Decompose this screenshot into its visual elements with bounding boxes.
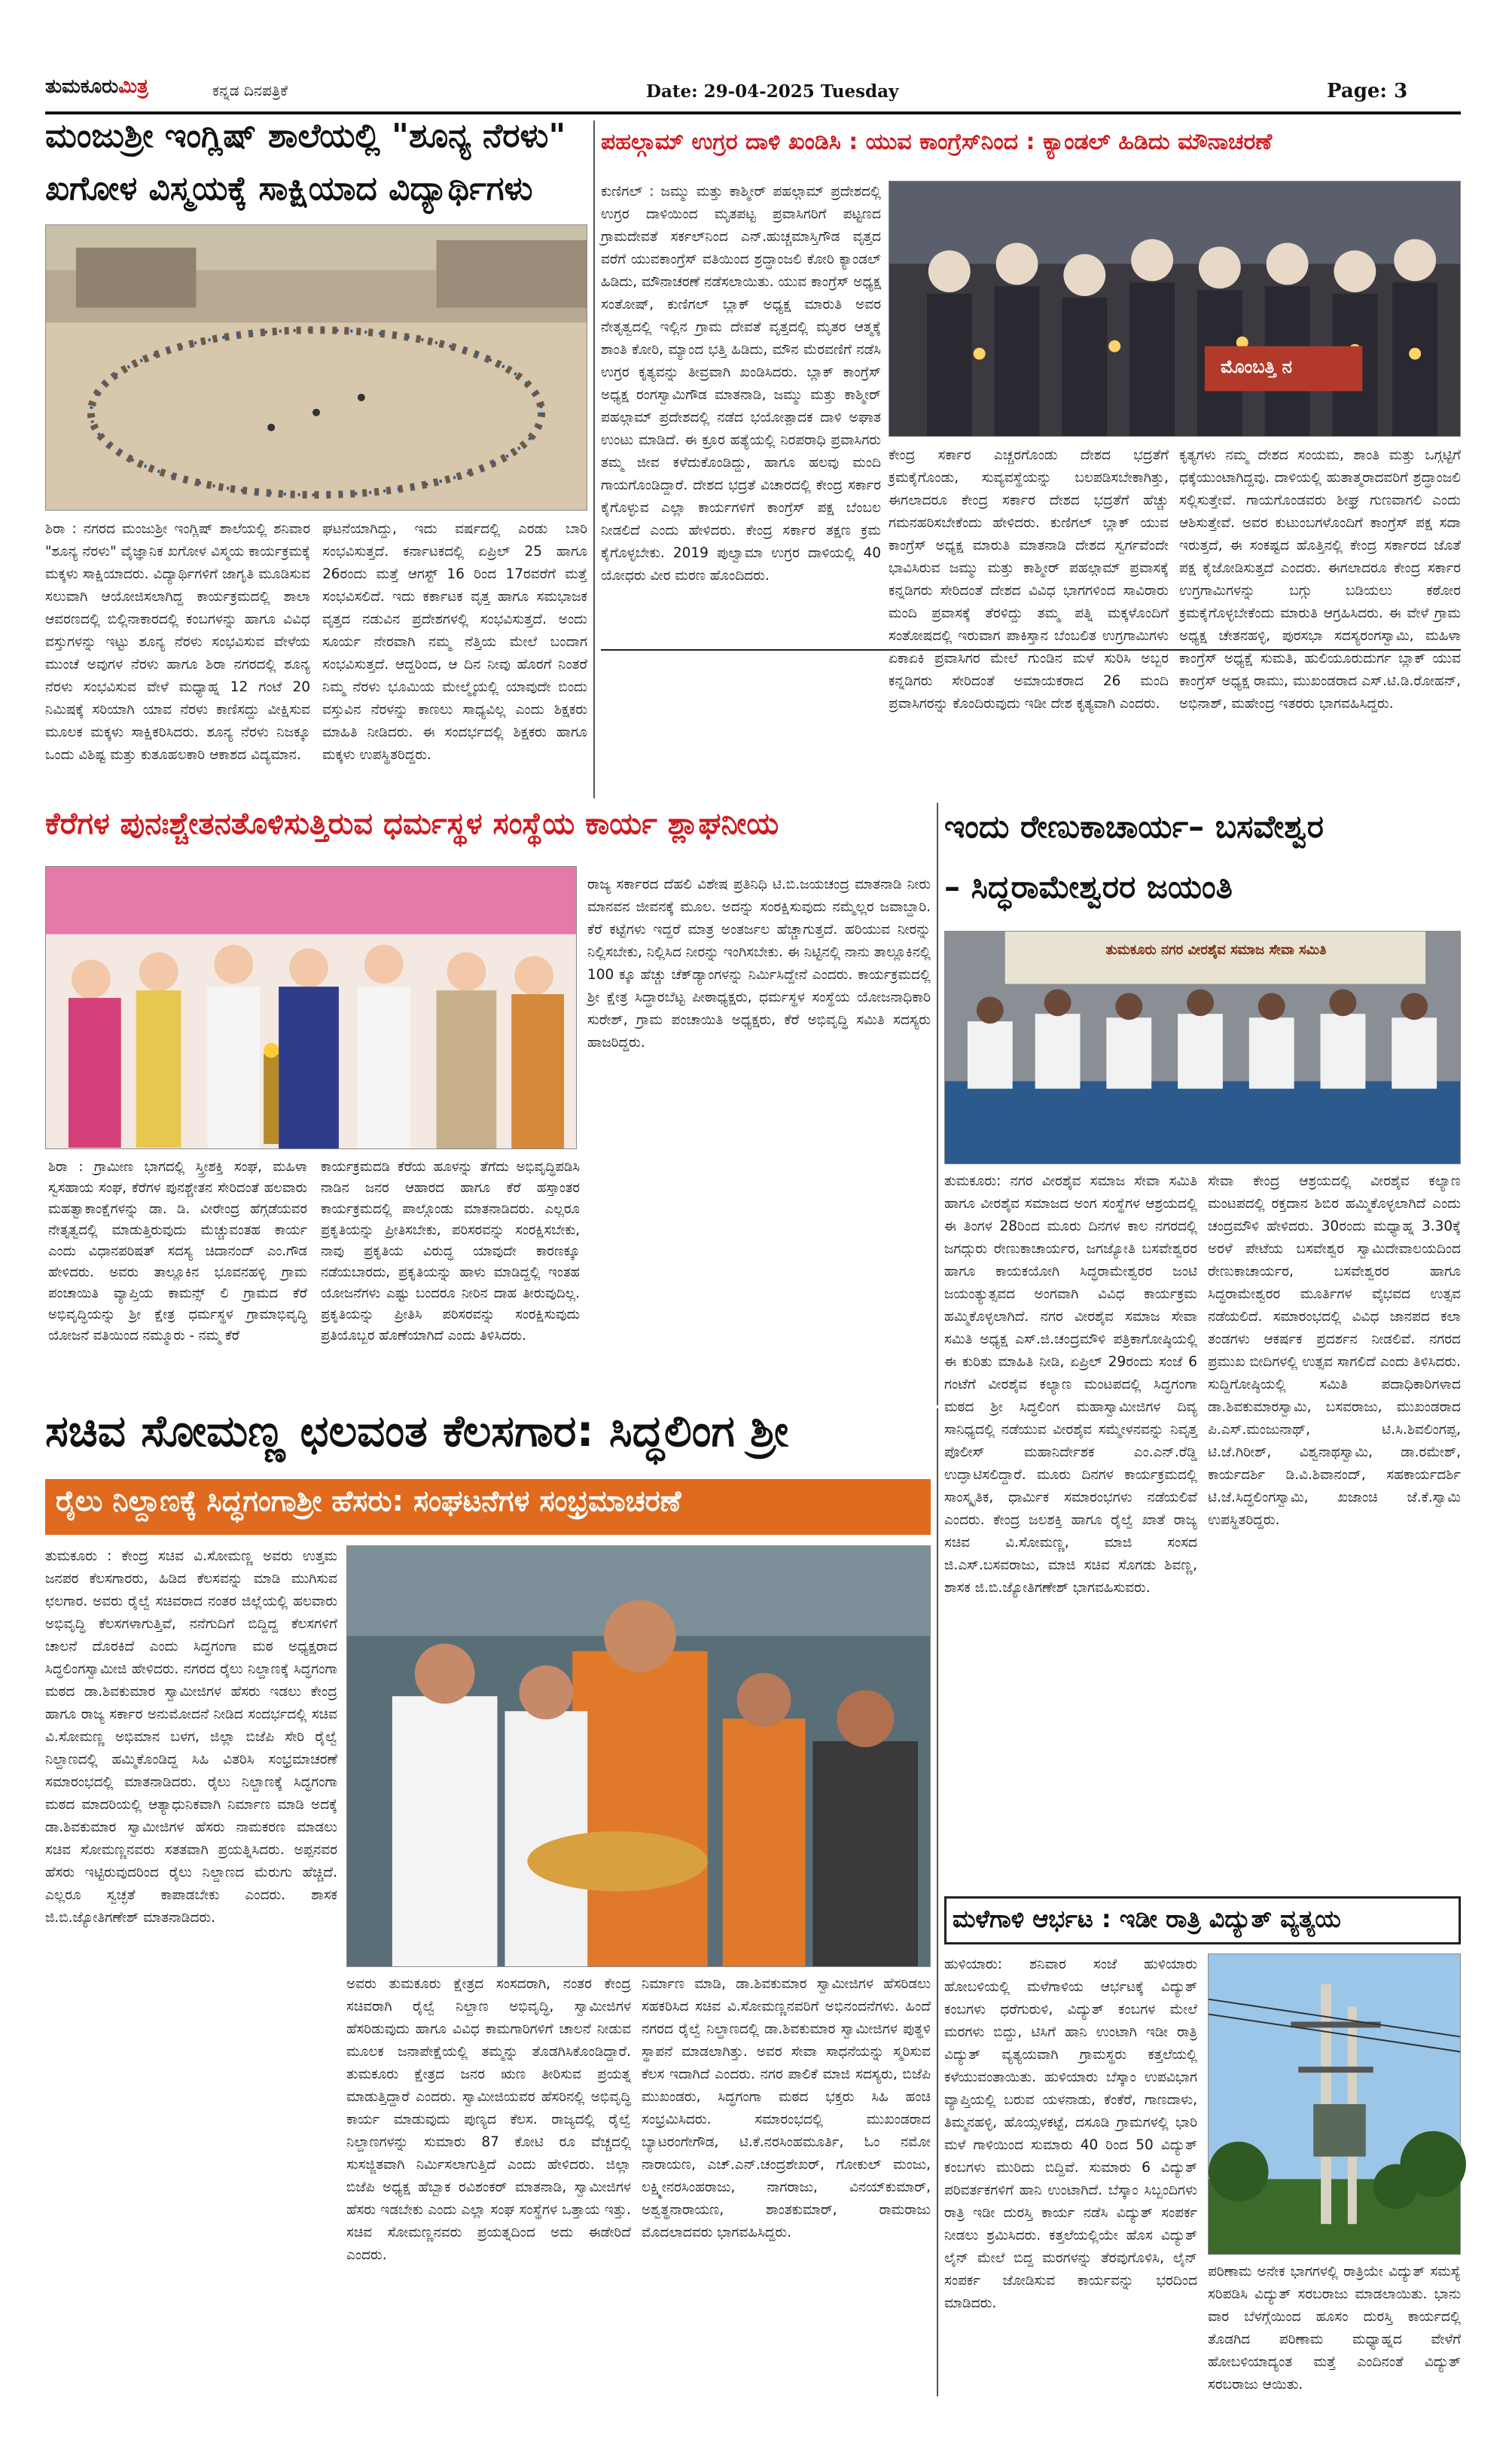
story2-column-3: ಕೃತ್ಯಗಳು ನಮ್ಮ ದೇಶದ ಸಂಯಮ, ಶಾಂತಿ ಮತ್ತು ಒಗ್ಗಟ್ಟಿಗೆ ಧಕ್ಕೆಯುಂಟಾಗಿದ್ದವು. ದಾಳಿಯಲ್ಲಿ ಹುತಾತ್ಮರಾದವರಿಗೆ ಶ್ರದ್ಧಾಂಜಲಿ ಸಲ್ಲಿಸುತ್ತೇವೆ. ಗಾಯಗೊಂಡವರು ಶೀಘ್ರ ಗುಣವಾಗಲಿ ಎಂದು ಆಶಿಸುತ್ತೇವೆ. ಅವರ ಕುಟುಂಬಗಳೊಂದಿಗೆ ಕಾಂಗ್ರೆಸ್ ಪಕ್ಷ ಸದಾ ಇರುತ್ತದೆ, ಈ ಸಂಕಷ್ಟದ ಹೊತ್ತಿನಲ್ಲಿ ಕೇಂದ್ರ ಸರ್ಕಾರದ ಜೊತೆ ಪಕ್ಷ ಕೈಜೋಡಿಸುತ್ತದೆ ಎಂದರು. ಈಗಲಾದರೂ ಕೇಂದ್ರ ಸರ್ಕಾರ ಉಗ್ರಗಾಮಿಗಳನ್ನು ಬಗ್ಗು ಬಡಿಯಲು ಕಠೋರ ಕ್ರಮಕೈಗೊಳ್ಳಬೇಕೆಂದು ಮಾರುತಿ ಆಗ್ರಹಿಸಿದರು. ಈ ವೇಳೆ ಗ್ರಾಮ ಅಧ್ಯಕ್ಷ ಚೇತನಹಳ್ಳಿ, ಪುರಸಭಾ ಸದಸ್ಯರಂಗಸ್ವಾಮಿ, ಮಹಿಳಾ ಕಾಂಗ್ರೆಸ್ ಅಧ್ಯಕ್ಷೆ ಸುಮತಿ, ಹುಲಿಯೂರುದುರ್ಗ ಬ್ಲಾಕ್ ಯುವ ಕಾಂಗ್ರೆಸ್ ಅಧ್ಯಕ್ಷ ರಾಮು, ಮುಖಂಡರಾದ ಎಸ್.ಟಿ.ಡಿ.ರೋಹನ್, ಅಭಿನಾಶ್, ಮಹೇಂದ್ರ ಇತರರು ಭಾಗವಹಿಸಿದ್ದರು. (1179, 447, 1461, 712)
story4-headline-line2: – ಸಿದ್ಧರಾಮೇಶ್ವರರ ಜಯಂತಿ (944, 868, 1233, 905)
column-divider-2 (937, 803, 938, 1405)
story1-photo (45, 224, 587, 511)
masthead-logo-part1: ತುಮಕೂರು (45, 75, 119, 98)
story2-photo (889, 181, 1461, 437)
story1-headline-line2: ಖಗೋಳ ವಿಸ್ಮಯಕ್ಕೆ ಸಾಕ್ಷಿಯಾದ ವಿದ್ಯಾರ್ಥಿಗಳು (45, 169, 533, 208)
story2-bottom-rule (601, 649, 1461, 651)
story5-column-2: ಅವರು ತುಮಕೂರು ಕ್ಷೇತ್ರದ ಸಂಸದರಾಗಿ, ನಂತರ ಕೇಂದ್ರ ಸಚಿವರಾಗಿ ರೈಲ್ವೆ ನಿಲ್ದಾಣ ಅಭಿವೃದ್ಧಿ, ಸ್ವಾಮೀಜಿಗಳ ಹೆಸರಿಡುವುದು ಹಾಗೂ ವಿವಿಧ ಕಾಮಗಾರಿಗಳಿಗೆ ಚಾಲನೆ ನೀಡುವ ಮೂಲಕ ಜನಾಪೇಕ್ಷೆಯಲ್ಲಿ ತಮ್ಮನ್ನು ತೊಡಗಿಸಿಕೊಂಡಿದ್ದಾರೆ. ತುಮಕೂರು ಕ್ಷೇತ್ರದ ಜನರ ಋಣ ತೀರಿಸುವ ಪ್ರಯತ್ನ ಮಾಡುತ್ತಿದ್ದಾರೆ ಎಂದರು. ಸ್ವಾಮೀಜಿಯವರ ಹೆಸರಿನಲ್ಲಿ ಅಭಿವೃದ್ಧಿ ಕಾರ್ಯ ಮಾಡುವುದು ಪುಣ್ಯದ ಕೆಲಸ. ರಾಜ್ಯದಲ್ಲಿ ರೈಲ್ವೆ ನಿಲ್ದಾಣಗಳನ್ನು ಸುಮಾರು 87 ಕೋಟಿ ರೂ ವೆಚ್ಚದಲ್ಲಿ ಸುಸಜ್ಜಿತವಾಗಿ ನಿರ್ಮಿಸಲಾಗುತ್ತಿದೆ ಎಂದು ಹೇಳಿದರು. ಜಿಲ್ಲಾ ಬಿಜೆಪಿ ಅಧ್ಯಕ್ಷ ಹೆಬ್ಬಾಕ ರವಿಶಂಕರ್ ಮಾತನಾಡಿ, ಸ್ವಾಮೀಜಿಗಳ ಹೆಸರು ಇಡಬೇಕು ಎಂದು ಎಲ್ಲಾ ಸಂಘ ಸಂಸ್ಥೆಗಳ ಒತ್ತಾಯ ಇತ್ತು. ಸಚಿವ ಸೋಮಣ್ಣನವರು ಪ್ರಯತ್ನದಿಂದ ಅದು ಈಡೇರಿದೆ ಎಂದರು. (346, 1976, 631, 2263)
story2-column-1: ಕುಣಿಗಲ್ : ಜಮ್ಮು ಮತ್ತು ಕಾಶ್ಮೀರ್ ಪಹಲ್ಗಾಮ್ ಪ್ರದೇಶದಲ್ಲಿ ಉಗ್ರರ ದಾಳಿಯಿಂದ ಮೃತಪಟ್ಟ ಪ್ರವಾಸಿಗರಿಗೆ ಪಟ್ಟಣದ ಗ್ರಾಮದೇವತೆ ಸರ್ಕಲ್‌ನಿಂದ ಎನ್.ಹುಚ್ಚಮಾಸ್ತಿಗೌಡ ವೃತ್ತದ ವರೆಗೆ ಯುವಕಾಂಗ್ರೆಸ್ ವತಿಯಿಂದ ಶ್ರದ್ಧಾಂಜಲಿ ಕೋರಿ ಕ್ಯಾಂಡಲ್ ಹಿಡಿದು, ಮೌನಾಚರಣೆ ನಡೆಸಲಾಯಿತು. ಯುವ ಕಾಂಗ್ರೆಸ್ ಅಧ್ಯಕ್ಷ ಸಂತೋಷ್, ಕುಣಿಗಲ್ ಬ್ಲಾಕ್ ಅಧ್ಯಕ್ಷ ಮಾರುತಿ ಅವರ ನೇತೃತ್ವದಲ್ಲಿ ಇಲ್ಲಿನ ಗ್ರಾಮ ದೇವತೆ ವೃತ್ತದಲ್ಲಿ ಮೃತರ ಆತ್ಮಕ್ಕೆ ಶಾಂತಿ ಕೋರಿ, ಮ್ಯಾಂದ ಭತ್ತಿ ಹಿಡಿದು, ಮೌನ ಮೆರವಣಿಗೆ ನಡೆಸಿ ಉಗ್ರರ ಕೃತ್ಯವನ್ನು ತೀವ್ರವಾಗಿ ಖಂಡಿಸಿದರು. ಬ್ಲಾಕ್ ಕಾಂಗ್ರೆಸ್ ಅಧ್ಯಕ್ಷ ರಂಗಸ್ವಾಮಿಗೌಡ ಮಾತನಾಡಿ, ಜಮ್ಮು ಮತ್ತು ಕಾಶ್ಮೀರ್ ಪಹಲ್ಗಾಮ್ ಪ್ರದೇಶದಲ್ಲಿ ನಡೆದ ಭಯೋತ್ಪಾದಕ ದಾಳಿ ಅಘಾತ ಉಂಟು ಮಾಡಿದೆ. ಈ ಕ್ರೂರ ಹತ್ಯೆಯಲ್ಲಿ ನಿರಪರಾಧಿ ಪ್ರವಾಸಿಗರು ತಮ್ಮ ಜೀವ ಕಳೆದುಕೊಂಡಿದ್ದು, ಹಾಗೂ ಹಲವು ಮಂದಿ ಗಾಯಗೊಂಡಿದ್ದಾರೆ. ದೇಶದ ಭದ್ರತೆ ವಿಚಾರದಲ್ಲಿ ಕೇಂದ್ರ ಸರ್ಕಾರ ಕೈಗೊಳ್ಳುವ ಎಲ್ಲಾ ಕಾರ್ಯಗಳಿಗೆ ಕಾಂಗ್ರೆಸ್ ಪಕ್ಷ ಬೆಂಬಲ ನೀಡಲಿದೆ ಎಂದು ಹೇಳಿದರು. ಕೇಂದ್ರ ಸರ್ಕಾರ ತಕ್ಷಣ ಕ್ರಮ ಕೈಗೊಳ್ಳಬೇಕು. 2019 ಪುಲ್ವಾಮಾ ಉಗ್ರರ ದಾಳಿಯಲ್ಲಿ 40 ಯೋಧರು ವೀರ ಮರಣ ಹೊಂದಿದರು. (601, 184, 881, 584)
story4-photo-banner: ತುಮಕೂರು ನಗರ ವೀರಶೈವ ಸಮಾಜ ಸೇವಾ ಸಮಿತಿ (1105, 942, 1327, 958)
column-divider-3 (937, 1408, 938, 2396)
story4-headline-line1: ಇಂದು ರೇಣುಕಾಚಾರ್ಯ– ಬಸವೇಶ್ವರ (944, 808, 1324, 845)
masthead-tagline: ಕನ್ನಡ ದಿನಪತ್ರಿಕೆ (212, 81, 288, 99)
page-number: Page: 3 (1327, 80, 1408, 102)
story4-photo (944, 931, 1461, 1164)
lamp-lighting-illustration (46, 867, 576, 1148)
students-circle-illustration (46, 225, 587, 510)
story3-headline: ಕೆರೆಗಳ ಪುನಃಶ್ಚೇತನತೊಳಿಸುತ್ತಿರುವ ಧರ್ಮಸ್ಥಳ ಸಂಸ್ಥೆಯ ಕಾರ್ಯ ಶ್ಲಾಘನೀಯ (45, 807, 779, 841)
masthead-logo-part2: ಮಿತ್ರ (118, 75, 148, 98)
story6-headline: ಮಳೆಗಾಳಿ ಆರ್ಭಟ : ಇಡೀ ರಾತ್ರಿ ವಿದ್ಯುತ್ ವ್ಯತ್ಯಯ (944, 1896, 1461, 1944)
column-divider (593, 120, 595, 798)
story2-column-2: ಕೇಂದ್ರ ಸರ್ಕಾರ ಎಚ್ಚರಗೊಂಡು ದೇಶದ ಭದ್ರತೆಗೆ ಕ್ರಮಕೈಗೊಂಡು, ಸುವ್ಯವಸ್ಥೆಯನ್ನು ಬಲಪಡಿಸಬೇಕಾಗಿತ್ತು, ಈಗಲಾದರೂ ಕೇಂದ್ರ ಸರ್ಕಾರ ದೇಶದ ಭದ್ರತೆಗೆ ಹೆಚ್ಚು ಗಮನಹರಿಸಬೇಕೆಂದು ಹೇಳಿದರು. ಕುಣಿಗಲ್ ಬ್ಲಾಕ್ ಯುವ ಕಾಂಗ್ರೆಸ್ ಅಧ್ಯಕ್ಷ ಮಾರುತಿ ಮಾತನಾಡಿ ದೇಶದ ಸ್ವರ್ಗವೆಂದೇ ಭಾವಿಸಿರುವ ಜಮ್ಮು ಮತ್ತು ಕಾಶ್ಮೀರ್ ಪಹಲ್ಗಾಮ್ ಪ್ರವಾಸಕ್ಕೆ ಕನ್ನಡಿಗರು ಸೇರಿದಂತೆ ದೇಶದ ವಿವಿಧ ಭಾಗಗಳಿಂದ ಸಾವಿರಾರು ಮಂದಿ ಪ್ರವಾಸಕ್ಕೆ ತೆರಳಿದ್ದು ತಮ್ಮ ಪತ್ನಿ ಮಕ್ಕಳೊಂದಿಗೆ ಸಂತೋಷದಲ್ಲಿ ಇರುವಾಗ ಪಾಕಿಸ್ತಾನ ಬೆಂಬಲಿತ ಉಗ್ರಗಾಮಿಗಳು ಏಕಾಏಕಿ ಪ್ರವಾಸಿಗರ ಮೇಲೆ ಗುಂಡಿನ ಮಳೆ ಸುರಿಸಿ ಅಬ್ಬರ ಕನ್ನಡಿಗರು ಸೇರಿದಂತೆ ಅಮಾಯಕರಾದ 26 ಮಂದಿ ಪ್ರವಾಸಿಗರನ್ನು ಕೊಂದಿರುವುದು ಇಡೀ ದೇಶ ಕೃತ್ಯವಾಗಿ ಎಂದರು. (889, 447, 1169, 712)
story3-column-2: ಕಾರ್ಯಕ್ರಮದಡಿ ಕೆರೆಯ ಹೂಳನ್ನು ತೆಗೆದು ಅಭಿವೃದ್ಧಿಪಡಿಸಿ ನಾಡಿನ ಜನರ ಆಹಾರದ ಹಾಗೂ ಕೆರೆ ಹಸ್ತಾಂತರ ಕಾರ್ಯಕ್ರಮದಲ್ಲಿ ಪಾಲ್ಗೊಂಡು ಮಾತನಾಡಿದರು. ಎಲ್ಲರೂ ಪ್ರಕೃತಿಯನ್ನು ಪ್ರೀತಿಸಬೇಕು, ಪರಿಸರವನ್ನು ಸಂರಕ್ಷಿಸಬೇಕು, ನಾವು ಪ್ರಕೃತಿಯ ವಿರುದ್ಧ ಯಾವುದೇ ಕಾರಣಕ್ಕೂ ನಡೆಯಬಾರದು, ಪ್ರಕೃತಿಯನ್ನು ಹಾಳು ಮಾಡಿದ್ದಲ್ಲಿ ಇಂತಹ ಯೋಜನೆಗಳು ಎಷ್ಟು ಬಂದರೂ ನೀರಿನ ದಾಹ ತೀರುವುದಿಲ್ಲ. ಪ್ರಕೃತಿಯನ್ನು ಪ್ರೀತಿಸಿ ಪರಿಸರವನ್ನು ಸಂರಕ್ಷಿಸುವುದು ಪ್ರತಿಯೊಬ್ಬರ ಹೊಣೆಯಾಗಿದೆ ಎಂದು ತಿಳಿಸಿದರು. (321, 1159, 580, 1344)
story4-column-2: ಸೇವಾ ಕೇಂದ್ರ ಆಶ್ರಯದಲ್ಲಿ ವೀರಶೈವ ಕಲ್ಯಾಣ ಮಂಟಪದಲ್ಲಿ ರಕ್ತದಾನ ಶಿಬಿರ ಹಮ್ಮಿಕೊಳ್ಳಲಾಗಿದೆ ಎಂದು ಚಂದ್ರಮೌಳಿ ಹೇಳಿದರು. 30ರಂದು ಮಧ್ಯಾಹ್ನ 3.30ಕ್ಕೆ ಅರಳೆ ಪೇಟೆಯ ಬಸವೇಶ್ವರ ಸ್ವಾಮಿದೇವಾಲಯದಿಂದ ರೇಣುಕಾಚಾರ್ಯರ, ಬಸವೇಶ್ವರರ ಹಾಗೂ ಸಿದ್ಧರಾಮೇಶ್ವರರ ಮೂರ್ತಿಗಳ ವೈಭವದ ಉತ್ಸವ ನಡೆಯಲಿದೆ. ಸಮಾರಂಭದಲ್ಲಿ ವಿವಿಧ ಜಾನಪದ ಕಲಾ ತಂಡಗಳು ಆಕರ್ಷಕ ಪ್ರದರ್ಶನ ನೀಡಲಿವೆ. ನಗರದ ಪ್ರಮುಖ ಬೀದಿಗಳಲ್ಲಿ ಉತ್ಸವ ಸಾಗಲಿದೆ ಎಂದು ತಿಳಿಸಿದರು. ಸುದ್ದಿಗೋಷ್ಠಿಯಲ್ಲಿ ಸಮಿತಿ ಪದಾಧಿಕಾರಿಗಳಾದ ಡಾ.ಶಿವಕುಮಾರಸ್ವಾಮಿ, ಬಸವರಾಜು, ಮುಖಂಡರಾದ ಪಿ.ಎಸ್.ಮಂಜುನಾಥ್, ಟಿ.ಸಿ.ಶಿವಲಿಂಗಪ್ಪ, ಟಿ.ಜೆ.ಗಿರೀಶ್, ವಿಶ್ವನಾಥಸ್ವಾಮಿ, ಡಾ.ರಮೇಶ್, ಕಾರ್ಯದರ್ಶಿ ಡಿ.ವಿ.ಶಿವಾನಂದ್, ಸಹಕಾರ್ಯದರ್ಶಿ ಟಿ.ಜೆ.ಸಿದ್ಧಲಿಂಗಸ್ವಾಮಿ, ಖಜಾಂಚಿ ಜೆ.ಕೆ.ಸ್ವಾಮಿ ಉಪಸ್ಥಿತರಿದ್ದರು. (1208, 1173, 1461, 1528)
story5-column-3: ನಿರ್ಮಾಣ ಮಾಡಿ, ಡಾ.ಶಿವಕುಮಾರ ಸ್ವಾಮೀಜಿಗಳ ಹೆಸರಿಡಲು ಸಹಕರಿಸಿದ ಸಚಿವ ವಿ.ಸೋಮಣ್ಣನವರಿಗೆ ಅಭಿನಂದನೆಗಳು. ಹಿಂದೆ ನಗರದ ರೈಲ್ವೆ ನಿಲ್ದಾಣದಲ್ಲಿ ಡಾ.ಶಿವಕುಮಾರ ಸ್ವಾಮೀಜಿಗಳ ಪುತ್ಥಳಿ ಸ್ಥಾಪನೆ ಮಾಡಲಾಗಿತ್ತು. ಅವರ ಸೇವಾ ಸಾಧನೆಯನ್ನು ಸ್ಮರಿಸುವ ಕೆಲಸ ಇದಾಗಿದೆ ಎಂದರು. ನಗರ ಪಾಲಿಕೆ ಮಾಜಿ ಸದಸ್ಯರು, ಬಿಜೆಪಿ ಮುಖಂಡರು, ಸಿದ್ಧಗಂಗಾ ಮಠದ ಭಕ್ತರು ಸಿಹಿ ಹಂಚಿ ಸಂಭ್ರಮಿಸಿದರು. ಸಮಾರಂಭದಲ್ಲಿ ಮುಖಂಡರಾದ ಬ್ಯಾಟರಂಗೇಗೌಡ, ಟಿ.ಕೆ.ನರಸಿಂಹಮೂರ್ತಿ, ಓಂ ನಮೋ ನಾರಾಯಣ, ಎಚ್.ಎನ್.ಚಂದ್ರಶೇಖರ್, ಗೋಕುಲ್ ಮಂಜು, ಲಕ್ಷ್ಮೀನರಸಿಂಹರಾಜು, ನಾಗರಾಜು, ವಿನಯ್‌ಕುಮಾರ್, ಅಶ್ವತ್ಥನಾರಾಯಣ, ಶಾಂತಕುಮಾರ್, ರಾಮರಾಜು ಮೊದಲಾದವರು ಭಾಗವಹಿಸಿದ್ದರು. (642, 1976, 931, 2240)
story2-banner-text: ಮೊಂಬತ್ತಿ ನ (1221, 356, 1293, 377)
story6-column-1: ಹುಳಿಯಾರು: ಶನಿವಾರ ಸಂಜೆ ಹುಳಿಯಾರು ಹೋಬಳಿಯಲ್ಲಿ ಮಳೆಗಾಳಿಯ ಆರ್ಭಟಕ್ಕೆ ವಿದ್ಯುತ್ ಕಂಬಗಳು ಧರೆಗುರುಳಿ, ವಿದ್ಯುತ್ ಕಂಬಗಳ ಮೇಲೆ ಮರಗಳು ಬಿದ್ದು, ಟಿಸಿಗೆ ಹಾನಿ ಉಂಟಾಗಿ ಇಡೀ ರಾತ್ರಿ ವಿದ್ಯುತ್ ವ್ಯತ್ಯಯವಾಗಿ ಗ್ರಾಮಸ್ಥರು ಕತ್ತಲೆಯಲ್ಲಿ ಕಳೆಯುವಂತಾಯಿತು. ಹುಳಿಯಾರು ಬೆಸ್ಕಾಂ ಉಪವಿಭಾಗ ವ್ಯಾಪ್ತಿಯಲ್ಲಿ ಬರುವ ಯಳನಾಡು, ಕೆಂಕೆರೆ, ಗಾಣದಾಳು, ತಿಮ್ಮನಹಳ್ಳಿ, ಹೊಯ್ಸಳಕಟ್ಟೆ, ದಸೂಡಿ ಗ್ರಾಮಗಳಲ್ಲಿ ಭಾರಿ ಮಳೆ ಗಾಳಿಯಿಂದ ಸುಮಾರು 40 ರಿಂದ 50 ವಿದ್ಯುತ್ ಕಂಬಗಳು ಮುರಿದು ಬಿದ್ದಿವೆ. ಸುಮಾರು 6 ವಿದ್ಯುತ್ ಪರಿವರ್ತಕಗಳಿಗೆ ಹಾನಿ ಉಂಟಾಗಿದೆ. ಬೆಸ್ಕಾಂ ಸಿಬ್ಬಂದಿಗಳು ರಾತ್ರಿ ಇಡೀ ದುರಸ್ತಿ ಕಾರ್ಯ ನಡೆಸಿ ವಿದ್ಯುತ್ ಸಂಪರ್ಕ ನೀಡಲು ಶ್ರಮಿಸಿದರು. ಕತ್ತಲೆಯಲ್ಲಿಯೇ ಹೊಸ ವಿದ್ಯುತ್ ಲೈನ್ ಮೇಲೆ ಬಿದ್ದ ಮರಗಳನ್ನು ತೆರವುಗೊಳಿಸಿ, ಲೈನ್ ಸಂಪರ್ಕ ಜೋಡಿಸುವ ಕಾರ್ಯವನ್ನು ಭರದಿಂದ ಮಾಡಿದರು. (944, 1957, 1197, 2311)
story1-headline-line1: ಮಂಜುಶ್ರೀ ಇಂಗ್ಲಿಷ್ ಶಾಲೆಯಲ್ಲಿ "ಶೂನ್ಯ ನೆರಳು" (45, 117, 566, 155)
story1-column-1: ಶಿರಾ : ನಗರದ ಮಂಜುಶ್ರೀ ಇಂಗ್ಲಿಷ್ ಶಾಲೆಯಲ್ಲಿ ಶನಿವಾರ "ಶೂನ್ಯ ನೆರಳು" ವೈಜ್ಞಾನಿಕ ಖಗೋಳ ವಿಸ್ಮಯ ಕಾರ್ಯಕ್ರಮಕ್ಕೆ ಮಕ್ಕಳು ಸಾಕ್ಷಿಯಾದರು. ವಿದ್ಯಾರ್ಥಿಗಳಿಗೆ ಜಾಗೃತಿ ಮೂಡಿಸುವ ಸಲುವಾಗಿ ಆಯೋಜಿಸಲಾಗಿದ್ದ ಕಾರ್ಯಕ್ರಮದಲ್ಲಿ ಶಾಲಾ ಆವರಣದಲ್ಲಿ ಬಿಲ್ಲಿನಾಕಾರದಲ್ಲಿ ಕಂಬಗಳನ್ನು ಹಾಗೂ ವಿವಿಧ ವಸ್ತುಗಳನ್ನು ಇಟ್ಟು ಶೂನ್ಯ ನೆರಳು ಸಂಭವಿಸುವ ವೇಳೆಯ ಮುಂಚೆ ಅವುಗಳ ನೆರಳು ಹಾಗೂ ಶಿರಾ ನಗರದಲ್ಲಿ ಶೂನ್ಯ ನೆರಳು ಸಂಭವಿಸುವ ವೇಳೆ ಮಧ್ಯಾಹ್ನ 12 ಗಂಟೆ 20 ನಿಮಿಷಕ್ಕೆ ಸರಿಯಾಗಿ ಯಾವ ನೆರಳು ಕಾಣಿಸದ್ದು ವೀಕ್ಷಿಸುವ ಮೂಲಕ ಮಕ್ಕಳು ಸಾಕ್ಷಿಕರಿಸಿದರು. ಶೂನ್ಯ ನೆರಳು ನಿಜಕ್ಕೂ ಒಂದು ವಿಶಿಷ್ಟ ಮತ್ತು ಕುತೂಹಲಕಾರಿ ಆಕಾಶದ ವಿದ್ಯಮಾನ. (45, 521, 310, 763)
story4-column-1: ತುಮಕೂರು: ನಗರ ವೀರಶೈವ ಸಮಾಜ ಸೇವಾ ಸಮಿತಿ ಹಾಗೂ ವೀರಶೈವ ಸಮಾಜದ ಅಂಗ ಸಂಸ್ಥೆಗಳ ಆಶ್ರಯದಲ್ಲಿ ಈ ತಿಂಗಳ 28ರಿಂದ ಮೂರು ದಿನಗಳ ಕಾಲ ನಗರದಲ್ಲಿ ಜಗದ್ಗುರು ರೇಣುಕಾಚಾರ್ಯರ, ಜಗಜ್ಯೋತಿ ಬಸವೇಶ್ವರರ ಹಾಗೂ ಕಾಯಕಯೋಗಿ ಸಿದ್ಧರಾಮೇಶ್ವರರ ಜಂಟಿ ಜಯಂತ್ಯುತ್ಸವದ ಅಂಗವಾಗಿ ವಿವಿಧ ಕಾರ್ಯಕ್ರಮ ಹಮ್ಮಿಕೊಳ್ಳಲಾಗಿದೆ. ನಗರ ವೀರಶೈವ ಸಮಾಜ ಸೇವಾ ಸಮಿತಿ ಅಧ್ಯಕ್ಷ ಎಸ್.ಜಿ.ಚಂದ್ರಮೌಳಿ ಪತ್ರಿಕಾಗೋಷ್ಠಿಯಲ್ಲಿ ಈ ಕುರಿತು ಮಾಹಿತಿ ನೀಡಿ, ಏಪ್ರಿಲ್ 29ರಂದು ಸಂಜೆ 6 ಗಂಟೆಗೆ ವೀರಶೈವ ಕಲ್ಯಾಣ ಮಂಟಪದಲ್ಲಿ ಸಿದ್ಧಗಂಗಾ ಮಠದ ಶ್ರೀ ಸಿದ್ಧಲಿಂಗ ಮಹಾಸ್ವಾಮೀಜಿಗಳ ದಿವ್ಯ ಸಾನಿಧ್ಯದಲ್ಲಿ ನಡೆಯುವ ವೀರಶೈವ ಸಮ್ಮೇಳನವನ್ನು ನಿವೃತ್ತ ಪೊಲೀಸ್ ಮಹಾನಿರ್ದೇಶಕ ಎಂ.ಎನ್.ರೆಡ್ಡಿ ಉದ್ಘಾಟಿಸಲಿದ್ದಾರೆ. ಮೂರು ದಿನಗಳ ಕಾರ್ಯಕ್ರಮದಲ್ಲಿ ಸಾಂಸ್ಕೃತಿಕ, ಧಾರ್ಮಿಕ ಸಮಾರಂಭಗಳು ನಡೆಯಲಿವೆ ಎಂದರು. ಕೇಂದ್ರ ಜಲಶಕ್ತಿ ಹಾಗೂ ರೈಲ್ವೆ ಖಾತೆ ರಾಜ್ಯ ಸಚಿವ ವಿ.ಸೋಮಣ್ಣ, ಮಾಜಿ ಸಂಸದ ಜಿ.ಎಸ್.ಬಸವರಾಜು, ಮಾಜಿ ಸಚಿವ ಸೊಗಡು ಶಿವಣ್ಣ, ಶಾಸಕ ಜಿ.ಬಿ.ಜ್ಯೋತಿಗಣೇಶ್ ಭಾಗವಹಿಸುವರು. (944, 1173, 1197, 1596)
issue-date: Date: 29-04-2025 Tuesday (646, 81, 899, 102)
story5-photo (346, 1545, 931, 1967)
story5-subheadline: ರೈಲು ನಿಲ್ದಾಣಕ್ಕೆ ಸಿದ್ಧಗಂಗಾಶ್ರೀ ಹೆಸರು: ಸಂಘಟನೆಗಳ ಸಂಭ್ರಮಾಚರಣೆ (45, 1479, 931, 1535)
candle-march-illustration (889, 181, 1460, 436)
electric-pole-illustration (1209, 1954, 1460, 2254)
story5-column-1: ತುಮಕೂರು : ಕೇಂದ್ರ ಸಚಿವ ವಿ.ಸೋಮಣ್ಣ ಅವರು ಉತ್ತಮ ಜನಪರ ಕೆಲಸಗಾರರು, ಹಿಡಿದ ಕೆಲಸವನ್ನು ಮಾಡಿ ಮುಗಿಸುವ ಛಲಗಾರ. ಅವರು ರೈಲ್ವೆ ಸಚಿವರಾದ ನಂತರ ಜಿಲ್ಲೆಯಲ್ಲಿ ಹಲವಾರು ಅಭಿವೃದ್ಧಿ ಕೆಲಸಗಳಾಗುತ್ತಿವೆ, ನನೆಗುದಿಗೆ ಬಿದ್ದಿದ್ದ ಕೆಲಸಗಳಿಗೆ ಚಾಲನೆ ದೊರಕಿದೆ ಎಂದು ಸಿದ್ಧಗಂಗಾ ಮಠ ಅಧ್ಯಕ್ಷರಾದ ಸಿದ್ಧಲಿಂಗಸ್ವಾಮೀಜಿ ಹೇಳಿದರು. ನಗರದ ರೈಲು ನಿಲ್ದಾಣಕ್ಕೆ ಸಿದ್ಧಗಂಗಾ ಮಠದ ಡಾ.ಶಿವಕುಮಾರ ಸ್ವಾಮೀಜಿಗಳ ಹೆಸರು ಇಡಲು ಕೇಂದ್ರ ಹಾಗೂ ರಾಜ್ಯ ಸರ್ಕಾರ ಅನುಮೋದನೆ ನೀಡಿದ ಸಂದರ್ಭದಲ್ಲಿ ಸಚಿವ ವಿ.ಸೋಮಣ್ಣ ಅಭಿಮಾನ ಬಳಗ, ಜಿಲ್ಲಾ ಬಿಜೆಪಿ ಸೇರಿ ರೈಲ್ವೆ ನಿಲ್ದಾಣದಲ್ಲಿ ಹಮ್ಮಿಕೊಂಡಿದ್ದ ಸಿಹಿ ವಿತರಿಸಿ ಸಂಭ್ರಮಾಚರಣೆ ಸಮಾರಂಭದಲ್ಲಿ ಮಾತನಾಡಿದರು. ರೈಲು ನಿಲ್ದಾಣಕ್ಕೆ ಸಿದ್ಧಗಂಗಾ ಮಠದ ಮಾದರಿಯಲ್ಲಿ ಆತ್ಯಾಧುನಿಕವಾಗಿ ನಿರ್ಮಾಣ ಮಾಡಿ ಅದಕ್ಕೆ ಡಾ.ಶಿವಕುಮಾರ ಸ್ವಾಮೀಜಿಗಳ ಹೆಸರು ನಾಮಕರಣ ಮಾಡಲು ಸಚಿವ ಸೋಮಣ್ಣನವರು ಸತತವಾಗಿ ಪ್ರಯತ್ನಿಸಿದರು. ಅಪ್ಪನವರ ಹೆಸರು ಇಟ್ಟಿರುವುದರಿಂದ ರೈಲು ನಿಲ್ದಾಣದ ಮೆರುಗು ಹೆಚ್ಚಿದೆ. ಎಲ್ಲರೂ ಸ್ವಚ್ಛತೆ ಕಾಪಾಡಬೇಕು ಎಂದರು. ಶಾಸಕ ಜಿ.ಬಿ.ಜ್ಯೋತಿಗಣೇಶ್ ಮಾತನಾಡಿದರು. (45, 1548, 337, 1926)
masthead-logo (45, 75, 148, 99)
station-celebration-illustration (347, 1546, 930, 1966)
story6-caption: ಪರಿಣಾಮ ಅನೇಕ ಭಾಗಗಳಲ್ಲಿ ರಾತ್ರಿಯೇ ವಿದ್ಯುತ್ ಸಮಸ್ಯೆ ಸರಿಪಡಿಸಿ ವಿದ್ಯುತ್ ಸರಬರಾಜು ಮಾಡಲಾಯಿತು. ಭಾನು ವಾರ ಬೆಳಗ್ಗೆಯಿಂದ ಹೂಸಂ ದುರಸ್ತಿ ಕಾರ್ಯದಲ್ಲಿ ತೊಡಗಿದ ಪರಿಣಾಮ ಮಧ್ಯಾಹ್ನದ ವೇಳೆಗೆ ಹೋಬಳಿಯಾದ್ಯಂತ ಮತ್ತೆ ಎಂದಿನಂತೆ ವಿದ್ಯುತ್ ಸರಬರಾಜು ಆಯಿತು. (1208, 2264, 1461, 2393)
story3-column-1: ಶಿರಾ : ಗ್ರಾಮೀಣ ಭಾಗದಲ್ಲಿ ಸ್ತ್ರೀಶಕ್ತಿ ಸಂಘ, ಮಹಿಳಾ ಸ್ವಸಹಾಯ ಸಂಘ, ಕೆರೆಗಳ ಪುನಶ್ಚೇತನ ಸೇರಿದಂತೆ ಹಲವಾರು ಮಹತ್ವಾಕಾಂಕ್ಷೆಗಳನ್ನು ಡಾ. ಡಿ. ವೀರೇಂದ್ರ ಹೆಗ್ಗಡೆಯವರ ನೇತೃತ್ವದಲ್ಲಿ ಮಾಡುತ್ತಿರುವುದು ಮೆಚ್ಚುವಂತಹ ಕಾರ್ಯ ಎಂದು ವಿಧಾನಪರಿಷತ್ ಸದಸ್ಯ ಚಿದಾನಂದ್ ಎಂ.ಗೌಡ ಹೇಳಿದರು. ಅವರು ತಾಲ್ಲೂಕಿನ ಭೂವನಹಳ್ಳಿ ಗ್ರಾಮ ಪಂಚಾಯಿತಿ ವ್ಯಾಪ್ತಿಯ ಕಾಮನ್ಸ್ ಲಿ ಗ್ರಾಮದ ಕೆರೆ ಅಭಿವೃದ್ಧಿಯನ್ನು ಶ್ರೀ ಕ್ಷೇತ್ರ ಧರ್ಮಸ್ಥಳ ಗ್ರಾಮಾಭಿವೃದ್ಧಿ ಯೋಜನೆ ವತಿಯಿಂದ ನಮ್ಮೂರು - ನಮ್ಮ ಕೆರೆ (48, 1159, 307, 1344)
story3-column-3: ರಾಜ್ಯ ಸರ್ಕಾರದ ದೆಹಲಿ ವಿಶೇಷ ಪ್ರತಿನಿಧಿ ಟಿ.ಬಿ.ಜಯಚಂದ್ರ ಮಾತನಾಡಿ ನೀರು ಮಾನವನ ಜೀವನಕ್ಕೆ ಮೂಲ. ಅದನ್ನು ಸಂರಕ್ಷಿಸುವುದು ನಮ್ಮೆಲ್ಲರ ಜವಾಬ್ದಾರಿ. ಕೆರೆ ಕಟ್ಟೆಗಳು ಇದ್ದರೆ ಮಾತ್ರ ಅಂತರ್ಜಲ ಹೆಚ್ಚಾಗುತ್ತದೆ. ಹರಿಯುವ ನೀರನ್ನು ನಿಲ್ಲಿಸಬೇಕು, ನಿಲ್ಲಿಸಿದ ನೀರನ್ನು ಇಂಗಿಸಬೇಕು. ಈ ನಿಟ್ಟಿನಲ್ಲಿ ನಾನು ತಾಲ್ಲೂಕಿನಲ್ಲಿ 100 ಕ್ಕೂ ಹೆಚ್ಚು ಚೆಕ್‌ಡ್ಯಾಂಗಳನ್ನು ನಿರ್ಮಿಸಿದ್ದೇನೆ ಎಂದರು. ಕಾರ್ಯಕ್ರಮದಲ್ಲಿ ಶ್ರೀ ಕ್ಷೇತ್ರ ಸಿದ್ಧಾರಬೆಟ್ಟ ಪೀಠಾಧ್ಯಕ್ಷರು, ಧರ್ಮಸ್ಥಳ ಸಂಸ್ಥೆಯ ಯೋಜನಾಧಿಕಾರಿ ಸುರೇಶ್, ಗ್ರಾಮ ಪಂಚಾಯಿತಿ ಅಧ್ಯಕ್ಷರು, ಕೆರೆ ಅಭಿವೃದ್ಧಿ ಸಮಿತಿ ಸದಸ್ಯರು ಹಾಜರಿದ್ದರು. (587, 877, 931, 1051)
story1-column-2: ಘಟನೆಯಾಗಿದ್ದು, ಇದು ವರ್ಷದಲ್ಲಿ ಎರಡು ಬಾರಿ ಸಂಭವಿಸುತ್ತದೆ. ಕರ್ನಾಟಕದಲ್ಲಿ ಏಪ್ರಿಲ್ 25 ಹಾಗೂ 26ರಂದು ಮತ್ತೆ ಆಗಸ್ಟ್ 16 ರಿಂದ 17ರವರೆಗೆ ಮತ್ತೆ ಸಂಭವಿಸಲಿದೆ. ಇದು ಕರ್ಕಾಟಕ ವೃತ್ತ ಹಾಗೂ ಸಮಭಾಜಕ ವೃತ್ತದ ನಡುವಿನ ಪ್ರದೇಶಗಳಲ್ಲಿ ಸಂಭವಿಸುತ್ತದೆ. ಅಂದು ಸೂರ್ಯ ನೇರವಾಗಿ ನಮ್ಮ ನೆತ್ತಿಯ ಮೇಲೆ ಬಂದಾಗ ಸಂಭವಿಸುತ್ತದೆ. ಆದ್ದರಿಂದ, ಆ ದಿನ ನೀವು ಹೊರಗೆ ನಿಂತರೆ ನಿಮ್ಮ ನೆರಳು ಭೂಮಿಯ ಮೇಲ್ಮೈಯಲ್ಲಿ ಯಾವುದೇ ಬಿಂದು ವಸ್ತುವಿನ ನೆರಳನ್ನು ಕಾಣಲು ಸಾಧ್ಯವಿಲ್ಲ ಎಂದು ಶಿಕ್ಷಕರು ಮಾಹಿತಿ ನೀಡಿದರು. ಈ ಸಂದರ್ಭದಲ್ಲಿ ಶಿಕ್ಷಕರು ಹಾಗೂ ಮಕ್ಕಳು ಉಪಸ್ಥಿತರಿದ್ದರು. (322, 521, 587, 763)
story3-photo (45, 866, 577, 1149)
story6-photo (1208, 1954, 1461, 2255)
story2-headline: ಪಹಲ್ಗಾಮ್ ಉಗ್ರರ ದಾಳಿ ಖಂಡಿಸಿ : ಯುವ ಕಾಂಗ್ರೆಸ್‌ನಿಂದ : ಕ್ಯಾಂಡಲ್ ಹಿಡಿದು ಮೌನಾಚರಣೆ (601, 129, 1273, 155)
story5-headline: ಸಚಿವ ಸೋಮಣ್ಣ ಛಲವಂತ ಕೆಲಸಗಾರ: ಸಿದ್ಧಲಿಂಗ ಶ್ರೀ (45, 1405, 789, 1456)
masthead-rule (45, 111, 1461, 114)
